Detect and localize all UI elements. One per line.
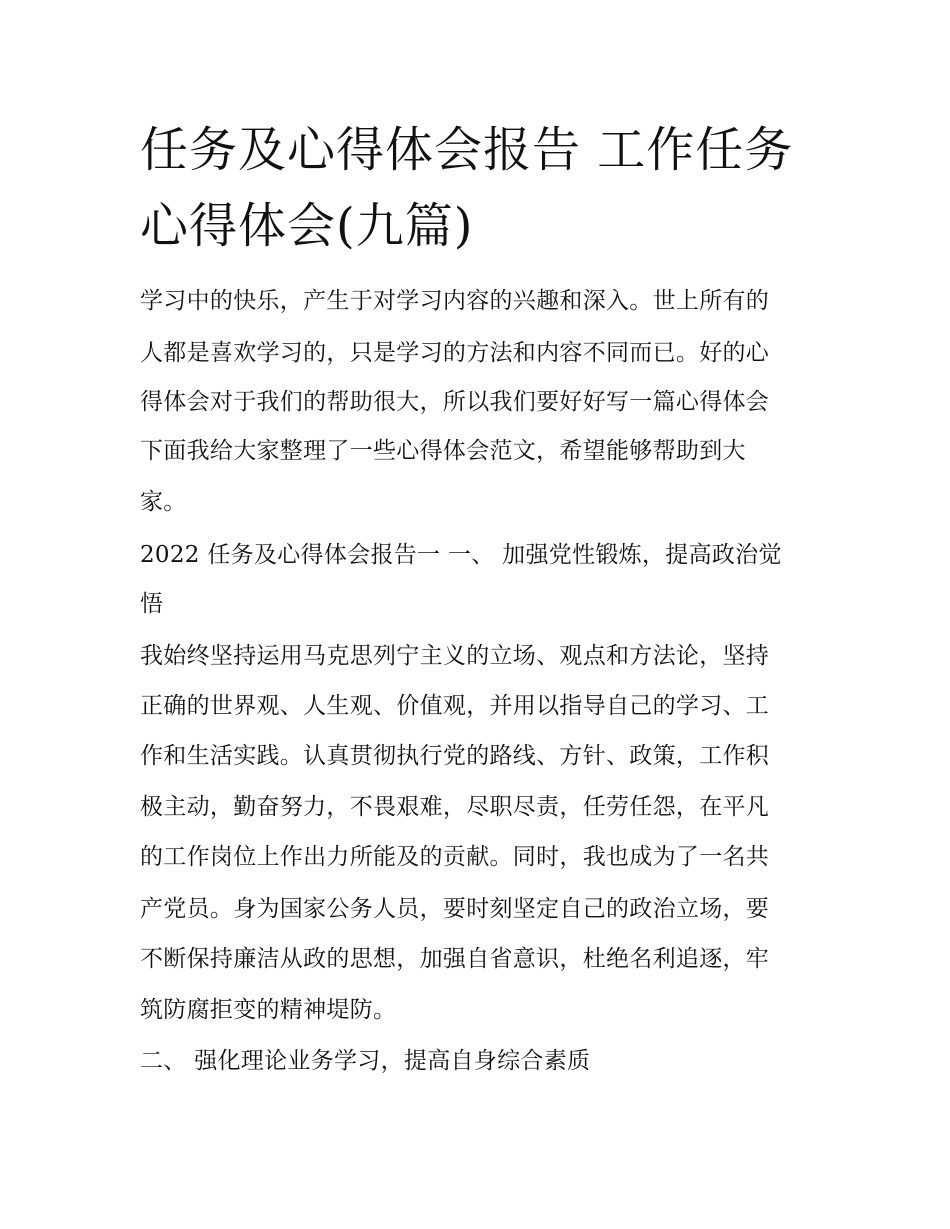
- section-heading-1-line-1: 2022 任务及心得体会报告一 一、 加强党性锻炼，提高政治觉: [140, 542, 782, 568]
- title-line-1: 任务及心得体会报告 工作任务: [140, 122, 794, 178]
- intro-line-2: 人都是喜欢学习的，只是学习的方法和内容不同而已。好的心: [140, 340, 770, 366]
- intro-line-5: 家。: [140, 489, 187, 515]
- document-title: [140, 112, 820, 264]
- section-heading-1-line-2: 悟: [140, 591, 164, 617]
- section-1-line-5: 的工作岗位上作出力所能及的贡献。同时，我也成为了一名共: [140, 844, 770, 870]
- title-line-2: 心得体会(九篇): [140, 198, 474, 254]
- intro-line-1: 学习中的快乐，产生于对学习内容的兴趣和深入。世上所有的: [140, 288, 770, 314]
- section-1-line-1: 我始终坚持运用马克思列宁主义的立场、观点和方法论，坚持: [140, 643, 770, 669]
- section-heading-2: 二、 强化理论业务学习，提高自身综合素质: [140, 1048, 591, 1074]
- section-1-line-4: 极主动，勤奋努力，不畏艰难，尽职尽责，任劳任怨，在平凡: [140, 794, 770, 820]
- section-1-line-2: 正确的世界观、人生观、价值观，并用以指导自己的学习、工: [140, 693, 770, 719]
- intro-line-4: 下面我给大家整理了一些心得体会范文，希望能够帮助到大: [140, 438, 746, 464]
- section-1-line-8: 筑防腐拒变的精神堤防。: [140, 997, 397, 1023]
- section-1-line-7: 不断保持廉洁从政的思想，加强自省意识，杜绝名利追逐，牢: [140, 946, 770, 972]
- section-1-line-6: 产党员。身为国家公务人员，要时刻坚定自己的政治立场，要: [140, 896, 770, 922]
- section-1-line-3: 作和生活实践。认真贯彻执行党的路线、方针、政策，工作积: [140, 743, 770, 769]
- intro-line-3: 得体会对于我们的帮助很大，所以我们要好好写一篇心得体会: [140, 389, 770, 415]
